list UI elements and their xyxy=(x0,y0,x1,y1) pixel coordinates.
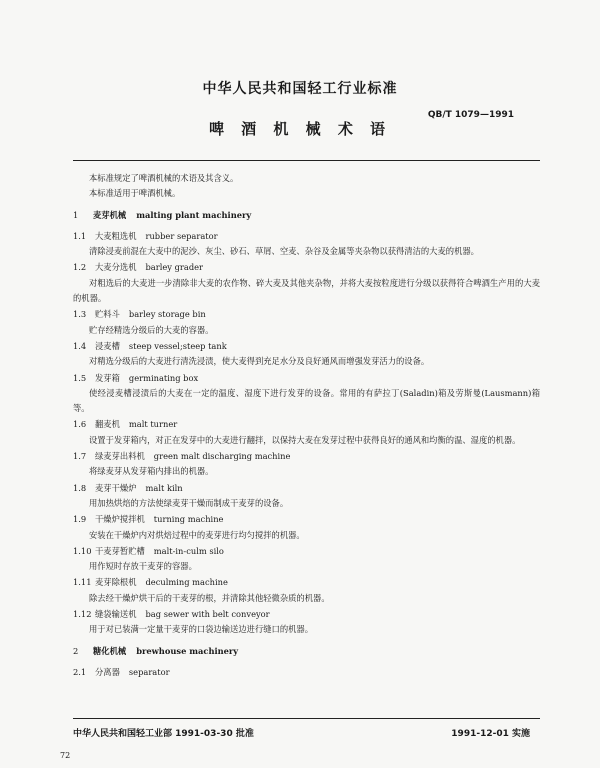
term-heading xyxy=(73,512,540,527)
term-heading xyxy=(73,307,540,322)
section-title-zh: 麦芽机械 xyxy=(93,209,127,220)
term-definition: 对精选分级后的大麦进行清洗浸渍，使大麦得到充足水分及良好通风而增强发芽活力的设备。 xyxy=(89,356,430,367)
term-heading xyxy=(73,607,540,622)
term-en: steep vessel;steep tank xyxy=(128,340,227,351)
term-heading xyxy=(73,665,540,680)
term-number: 1.5 xyxy=(73,372,87,383)
term-zh: 干燥炉搅拌机 xyxy=(95,514,145,525)
term-number: 1.8 xyxy=(73,482,87,493)
term-zh: 缝袋输送机 xyxy=(95,609,137,620)
term-definition: 清除浸麦前混在大麦中的泥沙、灰尘、砂石、草屑、空麦、杂谷及金属等夹杂物以获得清洁的大麦的机器。 xyxy=(89,246,479,257)
term-zh: 麦芽除根机 xyxy=(95,577,137,588)
term-en: barley storage bin xyxy=(128,309,206,320)
effective-date: 1991-12-01 实施 xyxy=(451,729,530,739)
term-en: bag sewer with belt conveyor xyxy=(145,609,270,620)
term-en: deculming machine xyxy=(145,577,228,588)
term-definition: 对粗选后的大麦进一步清除非大麦的农作物、碎大麦及其他夹杂物，并将大麦按粒度进行分级以获得符合啤酒生产用的大麦的机器。 xyxy=(73,277,540,304)
term-number: 1.3 xyxy=(73,309,87,320)
term-definition: 用作短时存放干麦芽的容器。 xyxy=(89,561,197,572)
term-zh: 大麦粗选机 xyxy=(95,230,137,241)
term-zh: 干麦芽暂贮槽 xyxy=(95,545,145,556)
term-heading xyxy=(73,417,540,432)
bottom-divider xyxy=(73,718,540,719)
section-title-en: brewhouse machinery xyxy=(136,645,239,656)
top-divider xyxy=(73,160,540,161)
approval-note: 中华人民共和国轻工业部 1991-03-30 批准 xyxy=(73,729,254,739)
term-definition: 使经浸麦槽浸渍后的大麦在一定的温度、湿度下进行发芽的设备。常用的有萨拉丁(Saladin)箱及劳斯曼(Lausmann)箱等。 xyxy=(73,387,540,414)
standard-code: QB/T 1079—1991 xyxy=(427,110,514,120)
term-definition: 设置于发芽箱内，对正在发芽中的大麦进行翻拌，以保持大麦在发芽过程中获得良好的通风和均衡的温、湿度的机器。 xyxy=(89,434,521,445)
term-number: 1.1 xyxy=(73,230,87,241)
term-en: malt turner xyxy=(128,419,178,430)
term-en: green malt discharging machine xyxy=(153,451,291,462)
term-number: 1.10 xyxy=(73,545,92,556)
intro-line: 本标准规定了啤酒机械的术语及其含义。 xyxy=(89,173,239,183)
term-number: 1.12 xyxy=(73,609,92,620)
term-number: 1.2 xyxy=(73,262,87,273)
term-definition: 安装在干燥炉内对烘焙过程中的麦芽进行均匀搅拌的机器。 xyxy=(89,529,305,540)
term-number: 1.7 xyxy=(73,451,87,462)
term-definition: 将绿麦芽从发芽箱内排出的机器。 xyxy=(89,466,214,477)
section-heading xyxy=(73,208,540,223)
term-number: 1.4 xyxy=(73,340,87,351)
section-number: 2 xyxy=(73,645,79,656)
term-heading xyxy=(73,544,540,559)
term-zh: 大麦分选机 xyxy=(95,262,137,273)
term-zh: 分离器 xyxy=(95,666,120,677)
term-zh: 贮料斗 xyxy=(95,309,120,320)
term-number: 2.1 xyxy=(73,666,87,677)
term-en: barley grader xyxy=(145,262,204,273)
term-definition: 贮存经精选分级后的大麦的容器。 xyxy=(89,324,214,335)
document-title: 啤 酒 机 械 术 语 xyxy=(208,120,392,138)
term-heading xyxy=(73,371,540,386)
term-zh: 麦芽干燥炉 xyxy=(95,482,137,493)
term-heading xyxy=(73,481,540,496)
term-zh: 浸麦槽 xyxy=(95,340,120,351)
term-en: rubber separator xyxy=(145,230,218,241)
section-number: 1 xyxy=(73,209,79,220)
term-heading xyxy=(73,575,540,590)
term-heading xyxy=(73,229,540,244)
term-en: malt-in-culm silo xyxy=(153,545,224,556)
term-definition: 用加热烘焙的方法使绿麦芽干燥而制成干麦芽的设备。 xyxy=(89,497,289,508)
term-heading xyxy=(73,339,540,354)
term-definition: 除去经干燥炉烘干后的干麦芽的根，并清除其他轻微杂质的机器。 xyxy=(89,592,330,603)
section-title-en: malting plant machinery xyxy=(136,209,252,220)
intro-line: 本标准适用于啤酒机械。 xyxy=(89,188,181,199)
term-en: turning machine xyxy=(153,514,224,525)
term-zh: 绿麦芽出料机 xyxy=(95,451,145,462)
term-en: germinating box xyxy=(128,372,199,383)
term-zh: 翻麦机 xyxy=(95,419,120,430)
section-title-zh: 糖化机械 xyxy=(93,645,127,656)
standard-authority: 中华人民共和国轻工行业标准 xyxy=(202,81,398,97)
term-en: malt kiln xyxy=(145,482,183,493)
term-heading xyxy=(73,260,540,275)
term-definition: 用于对已装满一定量干麦芽的口袋边输送边进行缝口的机器。 xyxy=(89,624,314,635)
term-number: 1.11 xyxy=(73,577,92,588)
term-zh: 发芽箱 xyxy=(95,372,120,383)
term-heading xyxy=(73,449,540,464)
document-body xyxy=(73,171,540,680)
term-en: separator xyxy=(128,666,170,677)
section-heading xyxy=(73,644,540,659)
page-number: 72 xyxy=(60,751,71,760)
term-number: 1.9 xyxy=(73,514,87,525)
term-number: 1.6 xyxy=(73,419,87,430)
